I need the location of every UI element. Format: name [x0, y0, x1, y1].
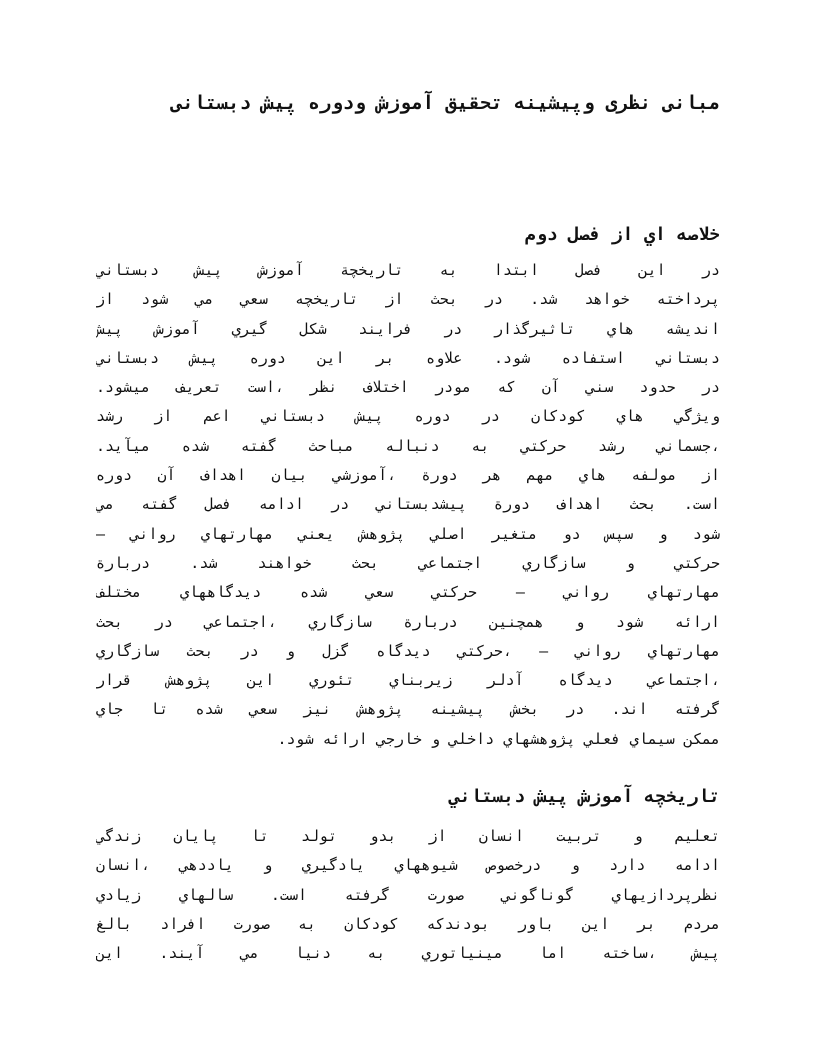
paragraph-line: گرفته اند. در بخش پيشينه پژوهش نيز سعي شده تا جاي: [96, 700, 720, 719]
history-paragraph: [96, 822, 720, 968]
paragraph-line: مردم بر اين باور بودندكه كودكان به صورت افراد بالغ: [96, 914, 720, 933]
paragraph-line: ،جسماني رشد حركتي به دنباله مباحث گفته شده ميآيد.: [96, 436, 720, 455]
summary-paragraph: [96, 256, 720, 754]
paragraph-line: مهارتهاي رواني – حركتي سعي شده ديدگاههاي مختلف: [96, 583, 720, 602]
paragraph-line: ويژگي هاي كودكان در دوره پيش دبستاني اعم از رشد: [96, 407, 720, 426]
paragraph-line: در حدود سني آن كه مودر اختلاف نظر ،است تعريف ميشود.: [96, 378, 720, 397]
paragraph-line: شود و سپس دو متغير اصلي پژوهش يعني مهارتهاي رواني –: [96, 524, 720, 543]
paragraph-line: ،اجتماعي ديدگاه آدلر زيربناي تئوري اين پژوهش قرار: [96, 671, 720, 690]
paragraph-line: دبستاني استفاده شود. علاوه بر اين دوره پيش دبستاني: [96, 348, 720, 367]
paragraph-line: است. بحث اهداف دورة پيشدبستاني در ادامه فصل گفته مي: [96, 495, 720, 514]
paragraph-line: در اين فصل ابتدا به تاريخچة آموزش پيش دبستاني: [96, 261, 720, 279]
section-heading-history: تاريخچه آموزش پيش دبستاني: [449, 786, 720, 807]
section-heading-summary: خلاصه اي از فصل دوم: [524, 224, 720, 245]
paragraph-line: از مولفه هاي مهم هر دورة ،آموزشي بيان اهداف آن دوره: [96, 466, 720, 485]
document-title: مبانی نظری وپیشینه تحقیق آموزش ودوره پیش دبستانی: [170, 92, 720, 114]
paragraph-line: نظرپردازيهاي گوناگوني صورت گرفته است. سالهاي زيادي: [96, 885, 720, 904]
paragraph-line: پيش ،ساخته اما مينياتوري به دنيا مي آيند. اين: [96, 944, 720, 963]
paragraph-line: تعليم و تربيت انسان از بدو تولد تا پايان زندگي: [96, 827, 720, 845]
paragraph-line: ارائه شود و همچنين دربارة سازگاري ،اجتماعي در بحث: [96, 612, 720, 631]
paragraph-line: حركتي و سازگاري اجتماعي بحث خواهند شد. دربارة: [96, 553, 720, 572]
paragraph-line: ادامه دارد و درخصوص شيوههاي يادگيري و ياددهي ،انسان: [96, 856, 720, 875]
paragraph-line: ممكن سيماي فعلي پژوهشهاي داخلي و خارجي ارائه شود.: [277, 729, 720, 748]
paragraph-line: پرداخته خواهد شد. در بحث از تاريخچه سعي مي شود از: [96, 290, 720, 309]
paragraph-line: انديشه هاي تاثيرگذار در فرايند شكل گيري آموزش پيش: [96, 319, 720, 338]
paragraph-line: مهارتهاي رواني – ،حركتي ديدگاه گزل و در بحث سازگاري: [96, 641, 720, 660]
